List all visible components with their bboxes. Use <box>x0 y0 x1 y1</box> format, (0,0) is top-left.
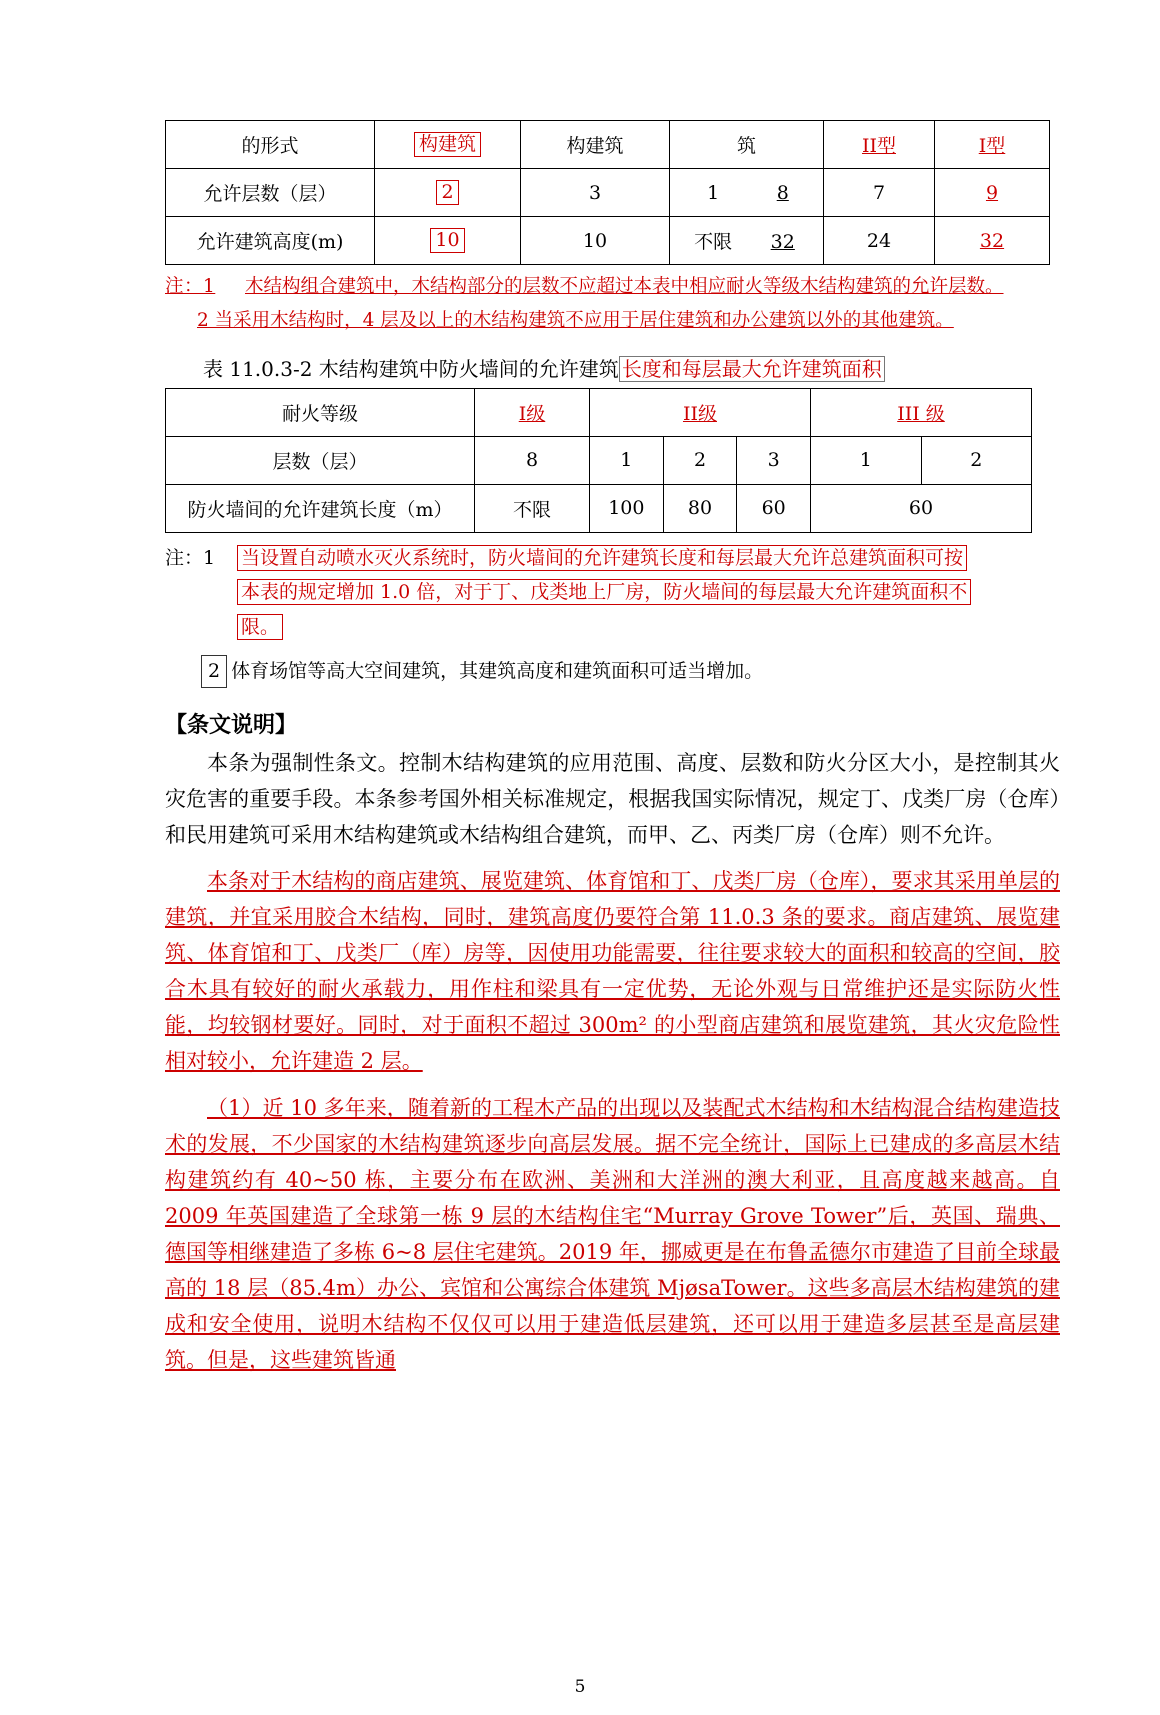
cell-form-label: 的形式 <box>166 121 375 169</box>
table-row <box>166 169 1050 217</box>
cell-floors-g2a: 1 <box>590 436 664 484</box>
cell-length-g2c: 60 <box>737 484 811 532</box>
cell-length-g2a: 100 <box>590 484 664 532</box>
cell-floors-g3a: 1 <box>811 436 922 484</box>
cell-height-v1: 10 <box>375 217 521 265</box>
cell-grade-1: I级 <box>475 388 590 436</box>
cell-floors-g2c: 3 <box>737 436 811 484</box>
table2-notes <box>165 543 1060 688</box>
table1-notes <box>165 273 1060 335</box>
section-heading-explanation: 【条文说明】 <box>165 712 298 738</box>
cell-header-wood: 构建筑 <box>521 121 670 169</box>
table2-caption <box>203 353 1060 382</box>
cell-header-wood-combined <box>375 121 521 169</box>
cell-header-structure: 筑 <box>670 121 824 169</box>
cell-floors-g2b: 2 <box>663 436 737 484</box>
explanation-paragraph-3: （1）近 10 多年来，随着新的工程木产品的出现以及装配式木结构和木结构混合结构建造技术的发展，不少国家的木结构建筑逐步向高层发展。据不完全统计，国际上已建成的多高层木结构建筑约有 40~50 栋，主要分布在欧洲、美洲和大洋洲的澳大利亚，且高度越来越高。自 2009 年英国建造了全球第一栋 9 层的木结构住宅“Murray Grove Tower”后，英国、瑞典、德国等相继建造了多栋 6~8 层住宅建筑。2019 年，挪威更是在布鲁孟德尔市建造了目前全球最高的 18 层（85.4m）办公、宾馆和公寓综合体建筑 MjøsaTower。这些多高层木结构建筑的建成和安全使用，说明木结构不仅仅可以用于建造低层建筑，还可以用于建造多层甚至是高层建筑。但是，这些建筑皆通 <box>165 1095 1060 1373</box>
cell-floors-label: 层数（层） <box>166 436 475 484</box>
explanation-paragraph-2: 本条对于木结构的商店建筑、展览建筑、体育馆和丁、戊类厂房（仓库），要求其采用单层的建筑，并宜采用胶合木结构，同时，建筑高度仍要符合第 11.0.3 条的要求。商店建筑、展览建筑、体育馆和丁、戊类厂（库）房等，因使用功能需要，往往要求较大的面积和较高的空间，胶合木具有较好的耐火承载力，用作柱和梁具有一定优势，无论外观与日常维护还是实际防火性能，均较钢材要好。同时，对于面积不超过 300m² 的小型商店建筑和展览建筑，其火灾危险性相对较小，允许建造 2 层。 <box>165 868 1060 1074</box>
table-allowable-floors <box>165 120 1050 265</box>
cell-floors-v2: 3 <box>521 169 670 217</box>
note-label: 注：1 <box>165 276 216 297</box>
note2-item-number: 2 <box>201 655 227 688</box>
cell-grade-3: III 级 <box>811 388 1032 436</box>
cell-length-g2b: 80 <box>663 484 737 532</box>
cell-row-label-height: 允许建筑高度(m) <box>166 217 375 265</box>
note2-item-text: 体育场馆等高大空间建筑，其建筑高度和建筑面积可适当增加。 <box>231 659 764 682</box>
note2-line-1: 当设置自动喷水灭火系统时，防火墙间的允许建筑长度和每层最大允许总建筑面积可按 <box>237 545 967 571</box>
cell-height-v6: 32 <box>935 217 1050 265</box>
table-row <box>166 484 1032 532</box>
cell-length-g3: 60 <box>811 484 1032 532</box>
cell-height-v2: 10 <box>521 217 670 265</box>
note2-line-2: 本表的规定增加 1.0 倍，对于丁、戊类地上厂房，防火墙间的每层最大允许建筑面积不 <box>237 579 971 605</box>
note2-item-2 <box>201 655 1060 688</box>
cell-floors-v5: 7 <box>824 169 935 217</box>
note2-label: 注：1 <box>165 546 216 569</box>
cell-length-g1: 不限 <box>475 484 590 532</box>
table-row <box>166 436 1032 484</box>
boxed-red-text: 构建筑 <box>414 132 481 158</box>
note-line-1: 木结构组合建筑中，木结构部分的层数不应超过本表中相应耐火等级木结构建筑的允许层数。 <box>245 276 1004 297</box>
cell-floors-v6: 9 <box>935 169 1050 217</box>
cell-height-v3: 不限 32 <box>670 217 824 265</box>
cell-floors-g1: 8 <box>475 436 590 484</box>
cell-floors-g3b: 2 <box>921 436 1032 484</box>
cell-floors-v1: 2 <box>375 169 521 217</box>
table2-caption-highlight: 长度和每层最大允许建筑面积 <box>619 356 885 382</box>
table-firewall-length <box>165 388 1032 533</box>
note2-body <box>237 543 1060 647</box>
cell-header-type2: II型 <box>824 121 935 169</box>
page-number: 5 <box>574 1677 586 1697</box>
cell-length-label: 防火墙间的允许建筑长度（m） <box>166 484 475 532</box>
cell-floors-v3: 1 8 <box>670 169 824 217</box>
note2-line-3: 限。 <box>237 614 283 640</box>
table-row <box>166 121 1050 169</box>
note-line-2: 2 当采用木结构时，4 层及以上的木结构建筑不应用于居住建筑和办公建筑以外的其他建筑。 <box>197 309 954 331</box>
cell-grade-2: II级 <box>590 388 811 436</box>
table-row <box>166 217 1050 265</box>
cell-header-type1: I型 <box>935 121 1050 169</box>
table-row <box>166 388 1032 436</box>
table2-caption-prefix: 表 11.0.3-2 木结构建筑中防火墙间的允许建筑 <box>203 356 619 381</box>
cell-height-v5: 24 <box>824 217 935 265</box>
explanation-paragraph-1: 本条为强制性条文。控制木结构建筑的应用范围、高度、层数和防火分区大小，是控制其火灾危害的重要手段。本条参考国外相关标准规定，根据我国实际情况，规定丁、戊类厂房（仓库）和民用建筑可采用木结构建筑或木结构组合建筑，而甲、乙、丙类厂房（仓库）则不允许。 <box>165 750 1060 847</box>
cell-fire-rating-label: 耐火等级 <box>166 388 475 436</box>
cell-row-label-floors: 允许层数（层） <box>166 169 375 217</box>
